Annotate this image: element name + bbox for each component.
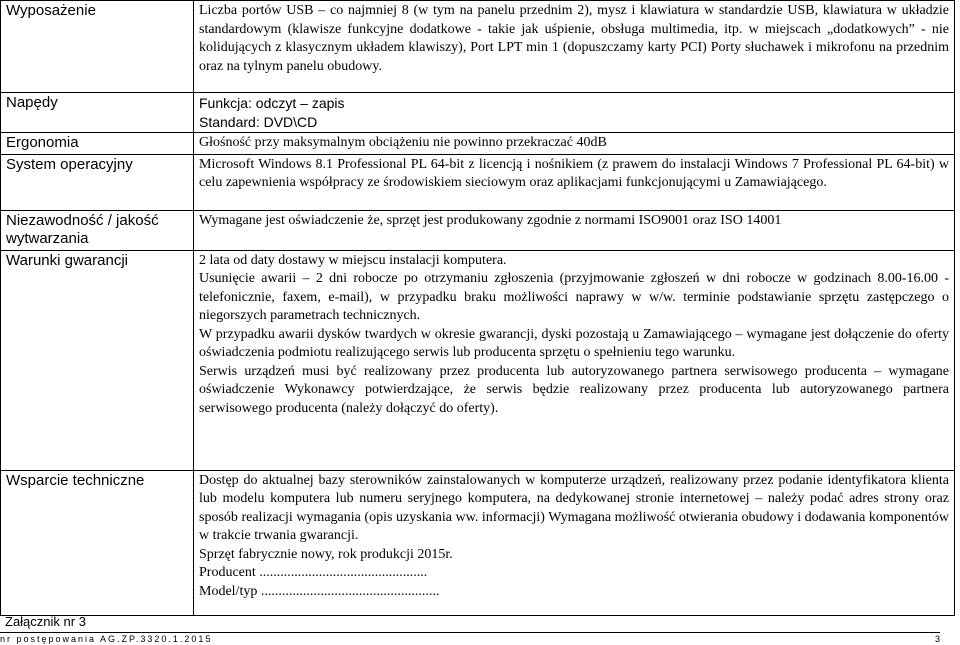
table-row bbox=[1, 93, 955, 133]
page-footer bbox=[0, 632, 940, 644]
row-value bbox=[194, 133, 955, 155]
value-line: Sprzęt fabrycznie nowy, rok produkcji 2015r. bbox=[199, 546, 453, 562]
table-row bbox=[1, 250, 955, 470]
row-label: System operacyjny bbox=[1, 154, 194, 210]
value-line: 2 lata od daty dostawy w miejscu instalacji komputera. bbox=[199, 252, 507, 268]
row-label: Warunki gwarancji bbox=[1, 250, 194, 470]
page-number: 3 bbox=[934, 634, 940, 644]
value-line: Producent ................................................ bbox=[199, 565, 428, 580]
value-line: Model/typ ................................................... bbox=[199, 583, 440, 599]
value-line: W przypadku awarii dysków twardych w okresie gwarancji, dyski pozostają u Zamawiającego – wymagane jest dołączenie do oferty oświadczenia podmiotu realizującego serwis lub producenta sprzętu o spełnieniu tego warunku. bbox=[199, 326, 949, 360]
table-row bbox=[1, 1, 955, 93]
row-label: Wyposażenie bbox=[1, 1, 194, 93]
value-line: Dostęp do aktualnej bazy sterowników zainstalowanych w komputerze urządzeń, realizowany przez podanie identyfikatora klienta lub modelu komputera lub numeru seryjnego komputera, na dedykowanej stronie internetowej – należy podać adres strony oraz sposób realizacji wymagania (opis uzyskania ww. informacji) Wymagana możliwość otwierania obudowy i dodawania komponentów w trakcie trwania gwarancji. bbox=[199, 472, 949, 543]
table-row bbox=[1, 470, 955, 615]
value-line: Liczba portów USB – co najmniej 8 (w tym na panelu przednim 2), mysz i klawiatura w standardzie USB, klawiatura w układzie standardowym (klawisze funkcyjne dodatkowe - takie jak uśpienie, obsługa multimedia, itp. w miejscach „dodatkowych” - nie kolidujących z klasycznym układem klawiszy), Port LPT min 1 (dopuszczamy karty PCI) Porty słuchawek i mikrofonu na przednim oraz na tylnym panelu obudowy. bbox=[199, 3, 949, 74]
row-value bbox=[194, 250, 955, 470]
table-row bbox=[1, 154, 955, 210]
row-label: Niezawodność / jakość wytwarzania bbox=[1, 210, 194, 250]
value-line: Wymagane jest oświadczenie że, sprzęt jest produkowany zgodnie z normami ISO9001 oraz ISO 14001 bbox=[199, 212, 782, 228]
value-line: Usunięcie awarii – 2 dni robocze po otrzymaniu zgłoszenia (przyjmowanie zgłoszeń w dni robocze w godzinach 8.00-16.00 - telefonicznie, faxem, e-mail), w przypadku braku możliwości naprawy w w/w. terminie podstawianie sprzętu zastępczego o niegorszych parametrach technicznych. bbox=[199, 271, 949, 323]
procedure-reference: nr postępowania AG.ZP.3320.1.2015 bbox=[0, 634, 213, 644]
value-line: Funkcja: odczyt – zapis bbox=[199, 95, 345, 111]
value-line: Głośność przy maksymalnym obciążeniu nie powinno przekraczać 40dB bbox=[199, 135, 607, 150]
value-line: Microsoft Windows 8.1 Professional PL 64-bit z licencją i nośnikiem (z prawem do instalacji Windows 7 Professional PL 64-bit) w celu zapewnienia współpracy ze środowiskiem sieciowym oraz aplikacjami funkcjonującymi u Zamawiającego. bbox=[199, 156, 949, 190]
row-label: Wsparcie techniczne bbox=[1, 470, 194, 615]
row-value bbox=[194, 210, 955, 250]
table-row bbox=[1, 133, 955, 155]
table-row bbox=[1, 210, 955, 250]
attachment-note: Załącznik nr 3 bbox=[5, 614, 86, 629]
row-label: Ergonomia bbox=[1, 133, 194, 155]
value-line: Serwis urządzeń musi być realizowany przez producenta lub autoryzowanego partnera serwisowego producenta – wymagane oświadczenie Wykonawcy potwierdzające, że serwis będzie realizowany przez producenta lub autoryzowanego partnera serwisowego producenta (należy dołączyć do oferty). bbox=[199, 363, 949, 416]
row-value bbox=[194, 1, 955, 93]
row-label: Napędy bbox=[1, 93, 194, 133]
value-line: Standard: DVD\CD bbox=[199, 113, 318, 130]
row-value bbox=[194, 470, 955, 615]
row-value bbox=[194, 154, 955, 210]
row-value bbox=[194, 93, 955, 133]
